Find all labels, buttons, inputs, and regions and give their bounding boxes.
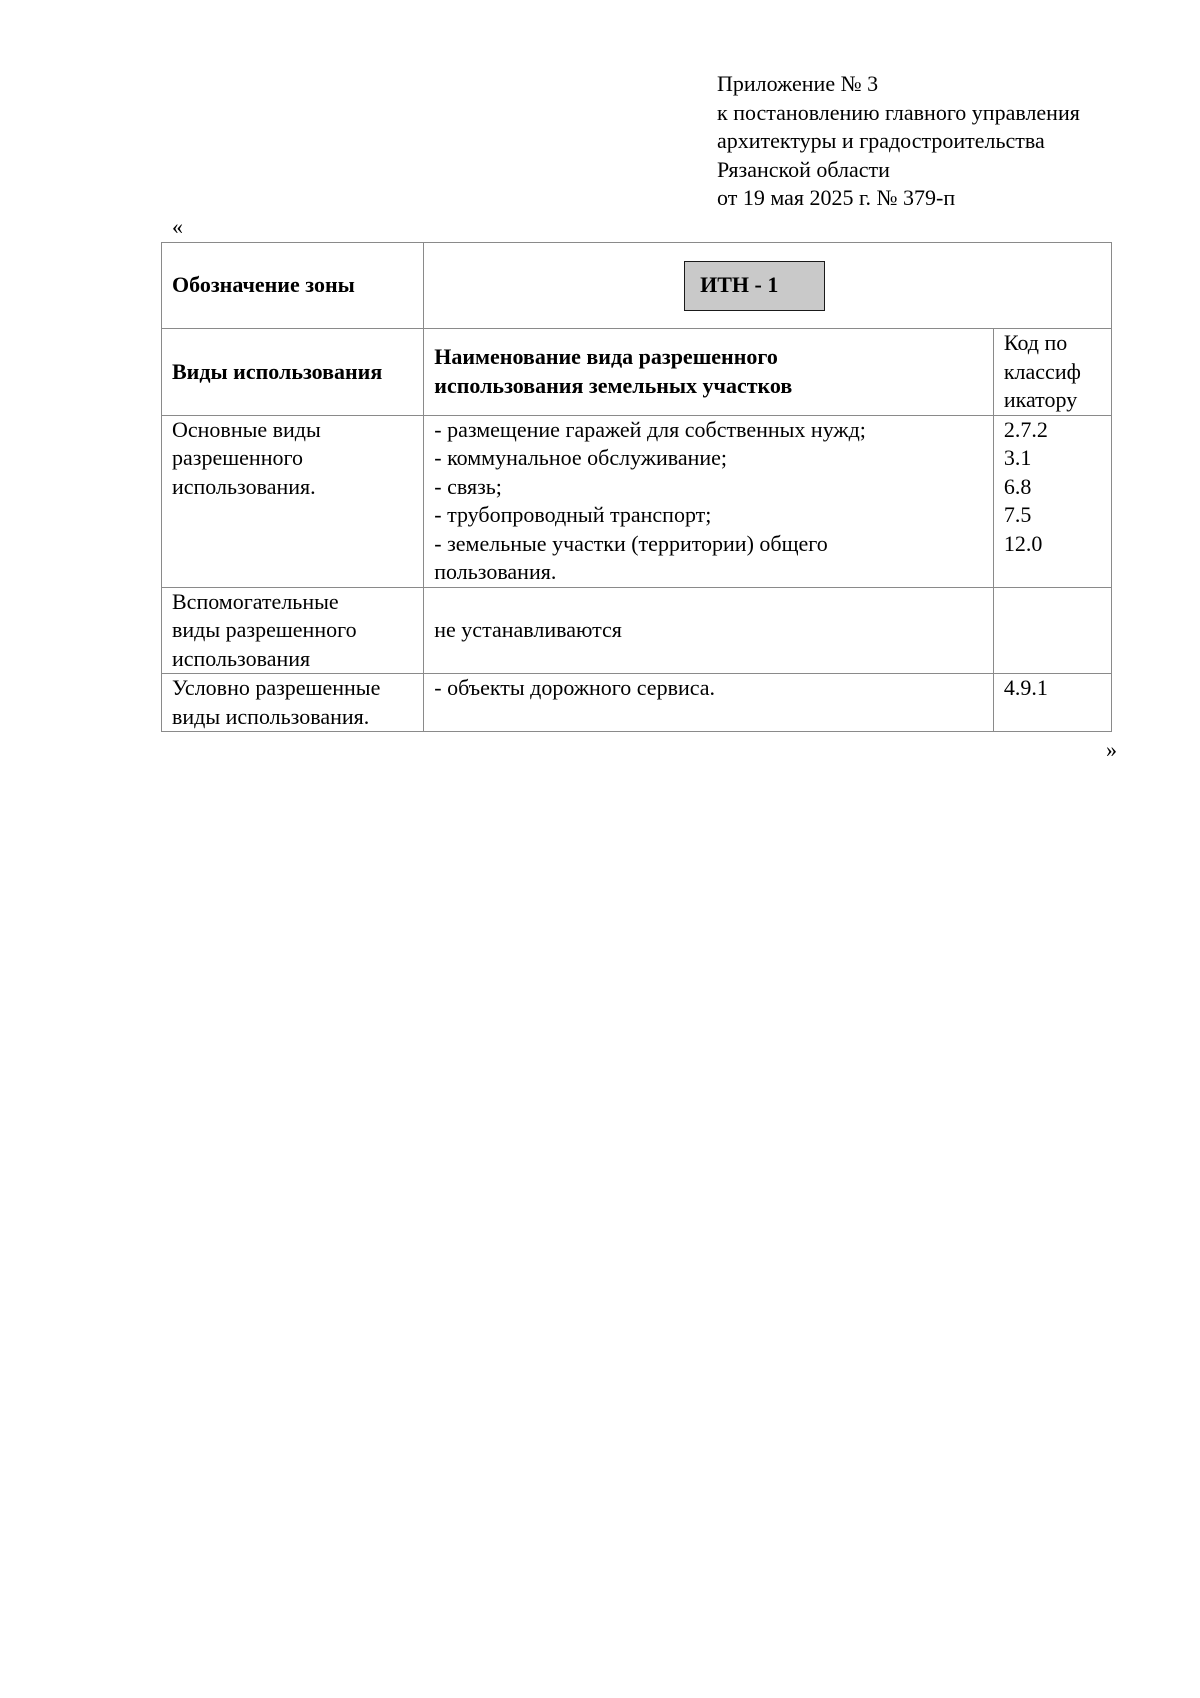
header-line: архитектуры и градостроительства — [717, 128, 1045, 153]
code-cell: 4.9.1 — [993, 674, 1111, 732]
opening-quote: « — [172, 214, 183, 239]
header-line: Приложение № 3 — [717, 71, 879, 96]
header-code-line: икатору — [1003, 387, 1078, 412]
use-name-line: - коммунальное обслуживание; — [434, 445, 728, 470]
use-name-cell — [424, 415, 994, 587]
use-type-line: разрешенного — [172, 445, 303, 470]
use-type-cell — [162, 674, 424, 732]
code-cell — [993, 415, 1111, 587]
code-cell — [993, 587, 1111, 674]
code-line: 6.8 — [1003, 473, 1032, 499]
header-code-line: классиф — [1003, 358, 1081, 384]
zone-code-badge: ИТН - 1 — [684, 261, 825, 311]
header-code-line: Код по — [1003, 330, 1068, 355]
header-line: Рязанской области — [717, 156, 890, 182]
header-classifier-code — [993, 329, 1111, 416]
use-name-line: - связь; — [434, 473, 502, 499]
use-type-line: виды разрешенного — [172, 617, 357, 642]
zone-label: Обозначение зоны — [162, 243, 424, 329]
code-line: 2.7.2 — [1003, 416, 1048, 442]
use-name-line: - земельные участки (территории) общего — [434, 530, 828, 556]
table-row — [162, 587, 1112, 674]
use-type-cell — [162, 587, 424, 674]
use-type-line: использования. — [172, 473, 316, 499]
code-line: 3.1 — [1003, 445, 1032, 470]
use-name-cell: не устанавливаются — [424, 587, 994, 674]
header-line: к постановлению главного управления — [717, 99, 1080, 125]
use-type-line: Основные виды — [172, 416, 321, 442]
header-use-name — [424, 329, 994, 416]
table-header-row — [162, 329, 1112, 416]
table-row — [162, 415, 1112, 587]
header-use-name-line: Наименование вида разрешенного — [434, 344, 778, 370]
use-type-line: виды использования. — [172, 703, 370, 729]
use-type-line: Вспомогательные — [172, 588, 339, 614]
code-line: 12.0 — [1003, 530, 1043, 556]
use-name-line: - размещение гаражей для собственных нужд; — [434, 416, 866, 442]
header-use-name-line: использования земельных участков — [434, 372, 793, 398]
closing-quote: » — [1106, 737, 1117, 762]
use-type-cell — [162, 415, 424, 587]
zone-code-cell — [424, 243, 1112, 329]
code-line: 7.5 — [1003, 502, 1032, 527]
use-name-line: - трубопроводный транспорт; — [434, 502, 712, 527]
zone-designation-row — [162, 243, 1112, 329]
zone-table — [161, 242, 1112, 732]
use-name-cell: - объекты дорожного сервиса. — [424, 674, 994, 732]
use-name-line: пользования. — [434, 559, 557, 584]
use-type-line: использования — [172, 645, 311, 671]
appendix-header — [717, 70, 1080, 213]
use-type-line: Условно разрешенные — [172, 675, 381, 700]
header-line: от 19 мая 2025 г. № 379-п — [717, 185, 956, 210]
header-use-types: Виды использования — [162, 329, 424, 416]
table-row — [162, 674, 1112, 732]
